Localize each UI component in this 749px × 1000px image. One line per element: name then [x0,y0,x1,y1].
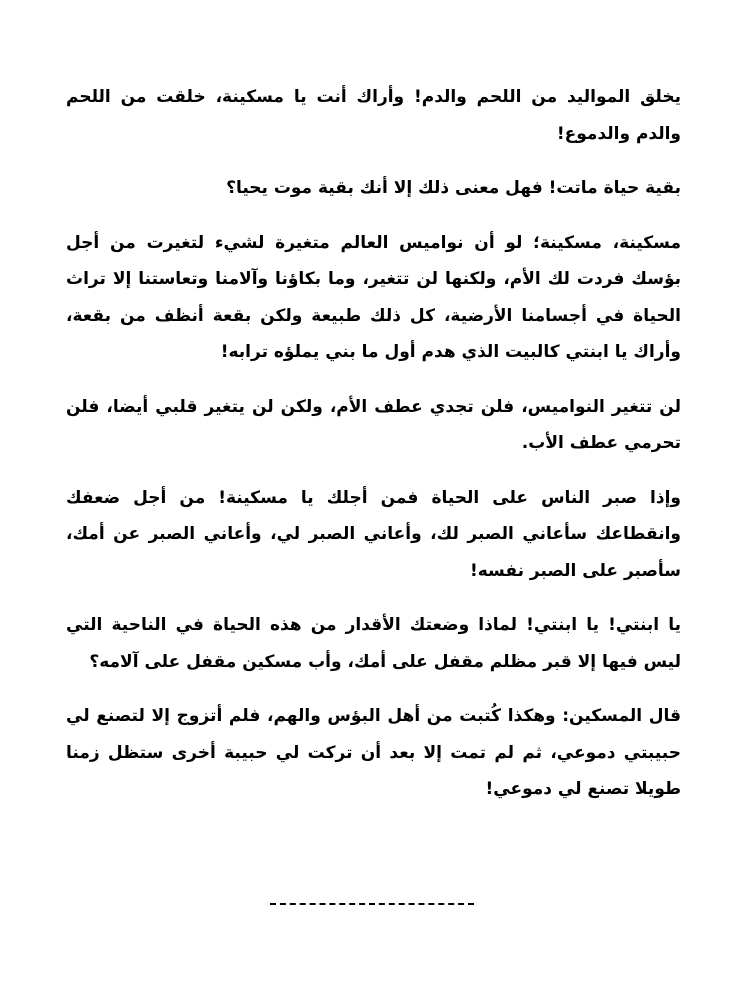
paragraph-3: مسكينة، مسكينة؛ لو أن نواميس العالم متغيرة لشيء لتغيرت من أجل بؤسك فردت لك الأم، ولكنها لن تتغير، وما بكاؤنا وآلامنا وتعاستنا إلا تراث الحياة في أجسامنا الأرضية، كل ذلك طبيعة ولكن بقعة أنظف من بقعة، وأراك يا ابنتي كالبيت الذي هدم أول ما بني يملؤه ترابه! [66,232,681,362]
paragraph-5: وإذا صبر الناس على الحياة فمن أجلك يا مسكينة! من أجل ضعفك وانقطاعك سأعاني الصبر لك، وأعاني الصبر لي، وأعاني الصبر عن أمك، سأصبر على الصبر نفسه! [66,487,681,581]
body-text [66,79,681,826]
section-separator [270,903,474,905]
paragraph-6: يا ابنتي! يا ابنتي! لماذا وضعتك الأقدار من هذه الحياة في الناحية التي ليس فيها إلا قبر مظلم مقفل على أمك، وأب مسكين مقفل على آلامه؟ [66,615,681,672]
paragraph-1: يخلق المواليد من اللحم والدم! وأراك أنت يا مسكينة، خلقت من اللحم والدم والدموع! [66,87,681,144]
paragraph-4: لن تتغير النواميس، فلن تجدي عطف الأم، ولكن لن يتغير قلبي أيضا، فلن تحرمي عطف الأب. [66,396,681,453]
paragraph-7: قال المسكين: وهكذا كُتبت من أهل البؤس والهم، فلم أتزوج إلا لتصنع لي حبيبتي دموعي، ثم لم تمت إلا بعد أن تركت لي حبيبة أخرى ستظل زمنا طويلا تصنع لي دموعي! [66,706,681,799]
paragraph-2: بقية حياة ماتت! فهل معنى ذلك إلا أنك بقية موت يحيا؟ [226,178,681,198]
